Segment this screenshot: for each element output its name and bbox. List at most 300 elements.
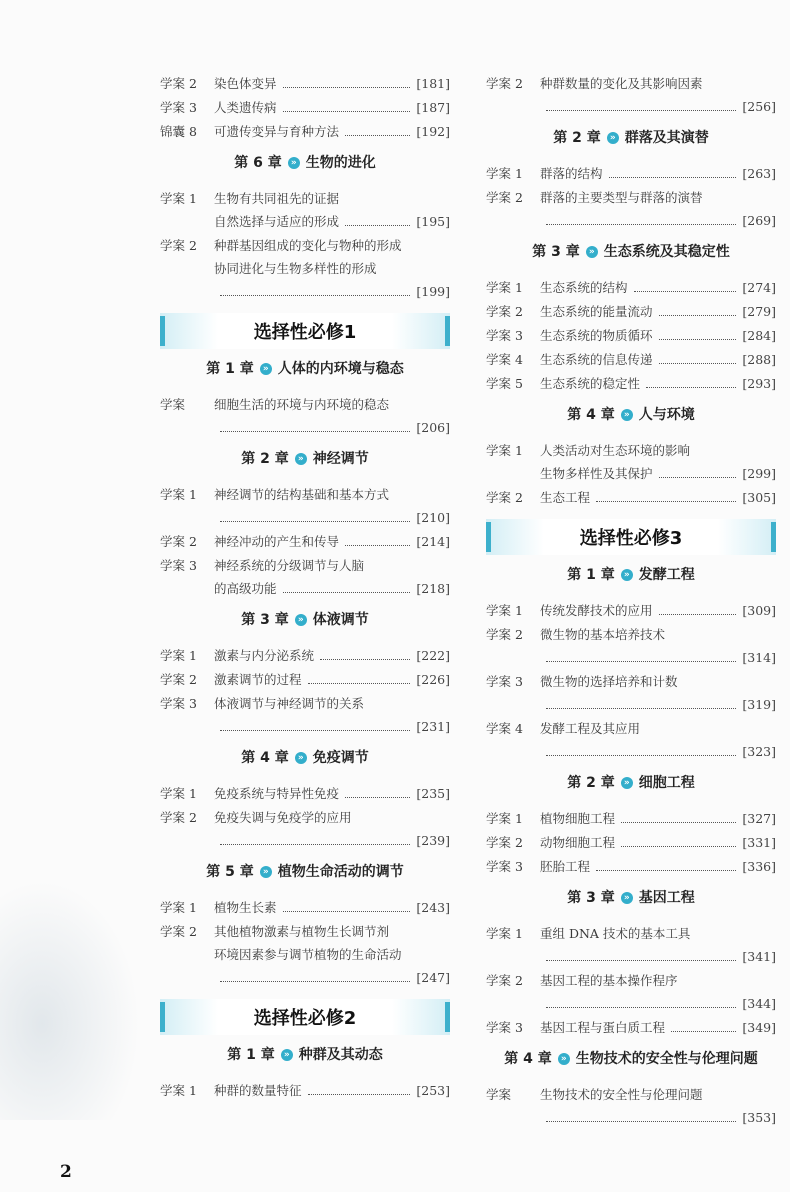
entry-row [486, 831, 776, 854]
chevron-right-icon: » [621, 569, 633, 581]
page-ref: [206] [416, 420, 450, 435]
entry-title: 生物技术的安全性与伦理问题 [540, 1087, 703, 1102]
page-ref: [187] [416, 100, 450, 115]
page-ref: [284] [742, 328, 776, 343]
entry-title: 植物细胞工程 [540, 811, 616, 826]
leader-dots [220, 431, 410, 432]
entry-label: 锦囊 8 [160, 124, 197, 139]
chapter-title: 植物生命活动的调节 [277, 864, 404, 880]
chapter-number: 第 4 章 [504, 1051, 552, 1067]
toc-entry [160, 806, 450, 852]
entry-row [160, 72, 450, 95]
entry-row [160, 782, 450, 805]
entry-label: 学案 3 [160, 100, 197, 115]
entry-title: 种群基因组成的变化与物种的形成 [214, 238, 402, 253]
entry-title: 可遗传变异与育种方法 [214, 124, 340, 139]
leader-dots [546, 960, 736, 961]
chapter-title: 人与环境 [638, 407, 695, 423]
page-ref: [314] [742, 650, 776, 665]
entry-label: 学案 2 [486, 490, 523, 505]
page-ref: [288] [742, 352, 776, 367]
chapter-heading [486, 773, 776, 793]
chapter-title: 生态系统及其稳定性 [603, 244, 730, 260]
chapter-heading [486, 405, 776, 425]
entry-label: 学案 1 [486, 926, 523, 941]
entry-row [160, 120, 450, 143]
chapter-heading [486, 128, 776, 148]
entry-title: 神经调节的结构基础和基本方式 [214, 487, 390, 502]
entry-label: 学案 2 [160, 810, 197, 825]
toc-entry [486, 969, 776, 1015]
toc-entry [486, 486, 776, 509]
entry-row [160, 187, 450, 210]
entry-continuation [486, 992, 776, 1015]
leader-dots [345, 225, 410, 226]
page-ref: [235] [416, 786, 450, 801]
page-ref: [279] [742, 304, 776, 319]
toc-entry [160, 644, 450, 667]
chapter-title: 生物技术的安全性与伦理问题 [575, 1051, 758, 1067]
chapter-number: 第 1 章 [206, 361, 254, 377]
leader-dots [283, 592, 411, 593]
page-ref: [331] [742, 835, 776, 850]
chapter-heading [160, 153, 450, 173]
entry-continuation [486, 1106, 776, 1129]
page-ref: [256] [742, 99, 776, 114]
leader-dots [308, 683, 411, 684]
entry-title: 自然选择与适应的形成 [214, 214, 340, 229]
entry-label: 学案 1 [160, 900, 197, 915]
toc-entry [160, 72, 450, 95]
entry-title: 生态系统的结构 [540, 280, 628, 295]
toc-entry [486, 300, 776, 323]
entry-continuation [160, 966, 450, 989]
entry-label: 学案 1 [160, 648, 197, 663]
leader-dots [546, 1007, 736, 1008]
chevron-right-icon: » [288, 157, 300, 169]
chapter-heading [160, 610, 450, 630]
entry-label: 学案 2 [160, 238, 197, 253]
chevron-right-icon: » [607, 132, 619, 144]
entry-row [486, 922, 776, 945]
toc-entry [160, 782, 450, 805]
entry-label: 学案 2 [486, 190, 523, 205]
toc-entry [160, 896, 450, 919]
entry-title: 协同进化与生物多样性的形成 [214, 261, 377, 276]
entry-label: 学案 1 [160, 487, 197, 502]
section-title: 选择性必修3 [579, 528, 683, 549]
chapter-title: 基因工程 [638, 890, 695, 906]
toc-entry [160, 1079, 450, 1102]
page-ref: [239] [416, 833, 450, 848]
section-banner [486, 519, 776, 555]
toc-entry [160, 920, 450, 989]
entry-row [160, 692, 450, 715]
toc-entry [486, 372, 776, 395]
entry-row [486, 348, 776, 371]
entry-label: 学案 1 [486, 166, 523, 181]
entry-row [486, 1083, 776, 1106]
entry-title: 神经冲动的产生和传导 [214, 534, 340, 549]
entry-continuation [486, 462, 776, 485]
entry-row [486, 969, 776, 992]
entry-label: 学案 2 [160, 76, 197, 91]
leader-dots [283, 911, 411, 912]
page-ref: [353] [742, 1110, 776, 1125]
entry-title: 微生物的选择培养和计数 [540, 674, 678, 689]
page-ref: [344] [742, 996, 776, 1011]
chevron-right-icon: » [295, 453, 307, 465]
toc-entry [160, 120, 450, 143]
entry-continuation [160, 506, 450, 529]
chapter-heading [160, 1045, 450, 1065]
toc-entry [486, 922, 776, 968]
entry-title: 免疫失调与免疫学的应用 [214, 810, 352, 825]
toc-entry [486, 831, 776, 854]
entry-label: 学案 [486, 1087, 512, 1102]
section-title: 选择性必修2 [253, 1008, 357, 1029]
entry-continuation [160, 829, 450, 852]
toc-entry [486, 72, 776, 118]
chapter-heading [486, 1049, 776, 1069]
chevron-right-icon: » [295, 752, 307, 764]
entry-label: 学案 2 [160, 924, 197, 939]
entry-label: 学案 2 [486, 835, 523, 850]
entry-row [486, 186, 776, 209]
entry-row [486, 439, 776, 462]
toc-entry [486, 276, 776, 299]
entry-label: 学案 2 [486, 627, 523, 642]
entry-row [486, 300, 776, 323]
section-title: 选择性必修1 [253, 322, 357, 343]
chapter-title: 人体的内环境与稳态 [277, 361, 404, 377]
leader-dots [220, 295, 410, 296]
chapter-heading [160, 359, 450, 379]
entry-title: 免疫系统与特异性免疫 [214, 786, 340, 801]
entry-label: 学案 3 [486, 674, 523, 689]
page-ref: [226] [416, 672, 450, 687]
entry-row [486, 162, 776, 185]
page-ref: [222] [416, 648, 450, 663]
entry-label: 学案 4 [486, 721, 523, 736]
chapter-title: 细胞工程 [638, 775, 695, 791]
entry-title: 激素与内分泌系统 [214, 648, 315, 663]
page-ref: [243] [416, 900, 450, 915]
page-ref: [336] [742, 859, 776, 874]
toc-entry [486, 186, 776, 232]
page-ref: [327] [742, 811, 776, 826]
leader-dots [546, 110, 736, 111]
chapter-title: 体液调节 [312, 612, 369, 628]
entry-row [486, 486, 776, 509]
entry-row [486, 807, 776, 830]
chevron-right-icon: » [558, 1053, 570, 1065]
entry-row [486, 372, 776, 395]
page-ref: [309] [742, 603, 776, 618]
entry-continuation [160, 210, 450, 233]
leader-dots [220, 730, 410, 731]
page-ref: [192] [416, 124, 450, 139]
leader-dots [220, 981, 410, 982]
entry-title: 群落的主要类型与群落的演替 [540, 190, 703, 205]
toc-entry [160, 234, 450, 303]
entry-title: 基因工程的基本操作程序 [540, 973, 678, 988]
leader-dots [283, 87, 411, 88]
toc-entry [486, 439, 776, 485]
leader-dots [659, 614, 737, 615]
entry-label: 学案 [160, 397, 186, 412]
section-banner [160, 999, 450, 1035]
entry-title: 发酵工程及其应用 [540, 721, 641, 736]
entry-continuation [160, 577, 450, 600]
leader-dots [621, 822, 736, 823]
toc-entry [160, 187, 450, 233]
chevron-right-icon: » [621, 777, 633, 789]
entry-row [486, 717, 776, 740]
entry-row [486, 1016, 776, 1039]
entry-title: 的高级功能 [214, 581, 277, 596]
entry-label: 学案 2 [160, 672, 197, 687]
chapter-number: 第 6 章 [234, 155, 282, 171]
entry-continuation [486, 646, 776, 669]
entry-title: 生态系统的物质循环 [540, 328, 653, 343]
leader-dots [546, 224, 736, 225]
page-ref: [349] [742, 1020, 776, 1035]
chevron-right-icon: » [295, 614, 307, 626]
entry-row [486, 599, 776, 622]
entry-row [486, 72, 776, 95]
entry-label: 学案 1 [486, 603, 523, 618]
leader-dots [546, 755, 736, 756]
entry-label: 学案 3 [486, 859, 523, 874]
entry-continuation [486, 209, 776, 232]
entry-label: 学案 1 [160, 786, 197, 801]
entry-row [160, 896, 450, 919]
entry-continuation [160, 715, 450, 738]
page-ref: [323] [742, 744, 776, 759]
entry-label: 学案 1 [486, 443, 523, 458]
entry-title: 生态工程 [540, 490, 591, 505]
entry-row [160, 554, 450, 577]
entry-label: 学案 1 [486, 811, 523, 826]
toc-entry [486, 162, 776, 185]
chapter-title: 种群及其动态 [298, 1047, 383, 1063]
chapter-number: 第 3 章 [567, 890, 615, 906]
leader-dots [596, 501, 736, 502]
entry-label: 学案 3 [160, 696, 197, 711]
page-shadow [0, 880, 140, 1120]
chapter-number: 第 4 章 [241, 750, 289, 766]
page-number: 2 [60, 1162, 72, 1182]
entry-title: 微生物的基本培养技术 [540, 627, 666, 642]
entry-continuation [486, 945, 776, 968]
leader-dots [546, 708, 736, 709]
entry-title: 生物多样性及其保护 [540, 466, 653, 481]
chapter-number: 第 3 章 [241, 612, 289, 628]
entry-title: 胚胎工程 [540, 859, 591, 874]
leader-dots [546, 1121, 736, 1122]
toc-entry [486, 855, 776, 878]
leader-dots [634, 291, 737, 292]
entry-row [160, 483, 450, 506]
entry-continuation [486, 740, 776, 763]
entry-row [486, 855, 776, 878]
chapter-number: 第 2 章 [567, 775, 615, 791]
entry-label: 学案 1 [160, 1083, 197, 1098]
entry-row [160, 1079, 450, 1102]
entry-row [160, 530, 450, 553]
page-ref: [218] [416, 581, 450, 596]
page-ref: [195] [416, 214, 450, 229]
entry-row [160, 920, 450, 943]
leader-dots [308, 1094, 411, 1095]
entry-row [160, 644, 450, 667]
chapter-title: 免疫调节 [312, 750, 369, 766]
entry-title: 生物有共同祖先的证据 [214, 191, 340, 206]
entry-title: 种群的数量特征 [214, 1083, 302, 1098]
chapter-number: 第 2 章 [241, 451, 289, 467]
entry-title: 染色体变异 [214, 76, 277, 91]
toc-entry [160, 530, 450, 553]
entry-title: 体液调节与神经调节的关系 [214, 696, 365, 711]
leader-dots [659, 339, 737, 340]
chapter-number: 第 4 章 [567, 407, 615, 423]
entry-continuation [160, 416, 450, 439]
entry-row [160, 234, 450, 257]
entry-continuation [160, 257, 450, 280]
entry-title: 人类遗传病 [214, 100, 277, 115]
leader-dots [671, 1031, 736, 1032]
toc-left-column [160, 72, 450, 1103]
page-ref: [181] [416, 76, 450, 91]
toc-entry [486, 599, 776, 622]
toc-entry [486, 670, 776, 716]
entry-title: 群落的结构 [540, 166, 603, 181]
page-ref: [214] [416, 534, 450, 549]
chapter-title: 群落及其演替 [624, 130, 709, 146]
entry-continuation [160, 280, 450, 303]
chapter-heading [160, 449, 450, 469]
chevron-right-icon: » [260, 363, 272, 375]
leader-dots [320, 659, 410, 660]
toc-entry [486, 807, 776, 830]
section-banner [160, 313, 450, 349]
page-ref: [263] [742, 166, 776, 181]
chapter-number: 第 3 章 [532, 244, 580, 260]
page-ref: [341] [742, 949, 776, 964]
page-ref: [199] [416, 284, 450, 299]
toc-entry [486, 1016, 776, 1039]
entry-row [486, 623, 776, 646]
toc-entry [486, 324, 776, 347]
chapter-number: 第 1 章 [227, 1047, 275, 1063]
entry-row [160, 668, 450, 691]
chevron-right-icon: » [621, 409, 633, 421]
entry-row [486, 670, 776, 693]
chapter-title: 神经调节 [312, 451, 369, 467]
page-ref: [305] [742, 490, 776, 505]
entry-title: 重组 DNA 技术的基本工具 [540, 926, 691, 941]
toc-entry [160, 554, 450, 600]
entry-row [160, 96, 450, 119]
entry-title: 基因工程与蛋白质工程 [540, 1020, 666, 1035]
leader-dots [659, 315, 737, 316]
page-ref: [210] [416, 510, 450, 525]
leader-dots [659, 363, 737, 364]
entry-title: 其他植物激素与植物生长调节剂 [214, 924, 390, 939]
entry-title: 动物细胞工程 [540, 835, 616, 850]
entry-title: 环境因素参与调节植物的生命活动 [214, 947, 402, 962]
leader-dots [609, 177, 737, 178]
entry-label: 学案 2 [486, 304, 523, 319]
page-ref: [299] [742, 466, 776, 481]
entry-title: 种群数量的变化及其影响因素 [540, 76, 703, 91]
leader-dots [345, 545, 410, 546]
chapter-heading [486, 565, 776, 585]
toc-entry [486, 348, 776, 371]
page-ref: [274] [742, 280, 776, 295]
leader-dots [345, 797, 410, 798]
chapter-number: 第 1 章 [567, 567, 615, 583]
chevron-right-icon: » [586, 246, 598, 258]
entry-title: 传统发酵技术的应用 [540, 603, 653, 618]
entry-label: 学案 2 [486, 76, 523, 91]
chapter-title: 发酵工程 [638, 567, 695, 583]
entry-title: 植物生长素 [214, 900, 277, 915]
toc-entry [486, 717, 776, 763]
entry-continuation [486, 95, 776, 118]
chapter-title: 生物的进化 [305, 155, 376, 171]
toc-entry [160, 393, 450, 439]
entry-label: 学案 5 [486, 376, 523, 391]
entry-label: 学案 1 [486, 280, 523, 295]
leader-dots [283, 111, 411, 112]
entry-continuation [160, 943, 450, 966]
entry-title: 神经系统的分级调节与人脑 [214, 558, 365, 573]
entry-label: 学案 3 [486, 328, 523, 343]
entry-title: 生态系统的稳定性 [540, 376, 641, 391]
entry-label: 学案 2 [160, 534, 197, 549]
chevron-right-icon: » [260, 866, 272, 878]
entry-label: 学案 3 [486, 1020, 523, 1035]
leader-dots [546, 661, 736, 662]
toc-entry [160, 668, 450, 691]
entry-label: 学案 1 [160, 191, 197, 206]
entry-row [160, 806, 450, 829]
entry-label: 学案 4 [486, 352, 523, 367]
toc-right-column [486, 72, 776, 1130]
chapter-number: 第 5 章 [206, 864, 254, 880]
chapter-heading [160, 862, 450, 882]
leader-dots [659, 477, 737, 478]
entry-row [486, 324, 776, 347]
leader-dots [220, 844, 410, 845]
leader-dots [596, 870, 736, 871]
chapter-heading [486, 242, 776, 262]
entry-row [486, 276, 776, 299]
page-ref: [231] [416, 719, 450, 734]
entry-continuation [486, 693, 776, 716]
page-ref: [293] [742, 376, 776, 391]
chapter-heading [160, 748, 450, 768]
chapter-heading [486, 888, 776, 908]
chapter-number: 第 2 章 [553, 130, 601, 146]
entry-label: 学案 3 [160, 558, 197, 573]
entry-title: 激素调节的过程 [214, 672, 302, 687]
page-ref: [269] [742, 213, 776, 228]
toc-entry [160, 483, 450, 529]
toc-entry [486, 623, 776, 669]
